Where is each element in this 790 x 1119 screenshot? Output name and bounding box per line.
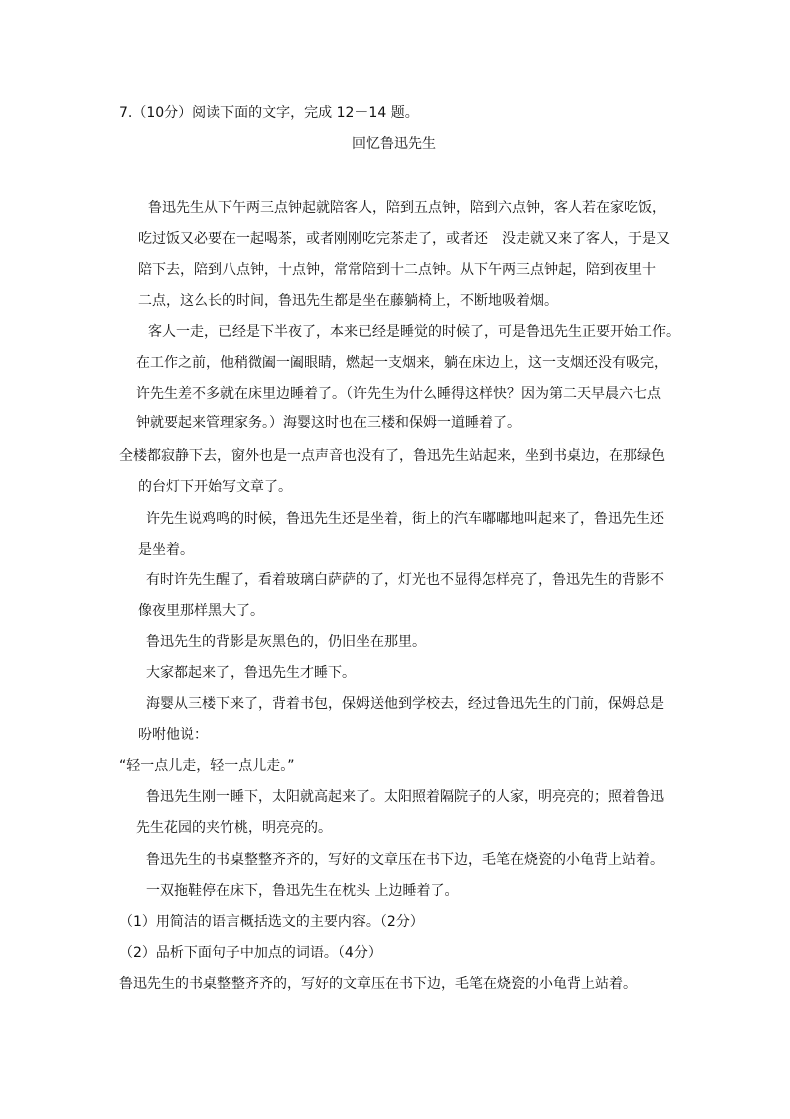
passage-line: 在工作之前，他稍微阖一阖眼睛，燃起一支烟来，躺在床边上，这一支烟还没有吸完， <box>136 355 668 371</box>
sub-question-2: （2）品析下面句子中加点的词语。（4分） <box>119 945 382 961</box>
passage-line: 吩咐他说： <box>138 727 208 743</box>
passage-line: 钟就要起来管理家务。）海婴这时也在三楼和保姆一道睡着了。 <box>136 415 521 431</box>
passage-line: 是坐着。 <box>138 542 194 558</box>
passage-line: 鲁迅先生刚一睡下，太阳就高起来了。太阳照着隔院子的人家，明亮亮的；照着鲁迅 <box>146 789 664 805</box>
passage-line: 陪下去，陪到八点钟，十点钟，常常陪到十二点钟。从下午两三点钟起，陪到夜里十 <box>138 262 656 278</box>
passage-line: 先生花园的夹竹桃，明亮亮的。 <box>136 820 332 836</box>
sub-question-1: （1）用简洁的语言概括选文的主要内容。（2分） <box>119 914 424 930</box>
sub-question-2-sentence: 鲁迅先生的书桌整整齐齐的，写好的文章压在书下边，毛笔在烧瓷的小龟背上站着。 <box>119 976 637 992</box>
passage-line: 大家都起来了，鲁迅先生才睡下。 <box>146 665 356 681</box>
passage-line: 有时许先生醒了，看着玻璃白萨萨的了，灯光也不显得怎样亮了，鲁迅先生的背影不 <box>146 572 664 588</box>
passage-line: 客人一走，已经是下半夜了，本来已经是睡觉的时候了，可是鲁迅先生正要开始工作。 <box>148 324 680 340</box>
passage-line: “轻一点儿走，轻一点儿走。” <box>119 758 295 774</box>
passage-title: 回忆鲁迅先生 <box>352 136 436 152</box>
passage-line: 鲁迅先生的背影是灰黑色的，仍旧坐在那里。 <box>146 634 426 650</box>
passage-line: 许先生差不多就在床里边睡着了。（许先生为什么睡得这样快？因为第二天早晨六七点 <box>136 386 661 402</box>
passage-line: 鲁迅先生从下午两三点钟起就陪客人，陪到五点钟，陪到六点钟，客人若在家吃饭， <box>148 200 666 216</box>
question-header: 7.（10分）阅读下面的文字，完成 12－14 题。 <box>119 105 419 121</box>
passage-line: 鲁迅先生的书桌整整齐齐的，写好的文章压在书下边，毛笔在烧瓷的小龟背上站着。 <box>146 852 664 868</box>
passage-line: 二点，这么长的时间，鲁迅先生都是坐在藤躺椅上，不断地吸着烟。 <box>138 293 558 309</box>
passage-line: 吃过饭又必要在一起喝茶，或者刚刚吃完茶走了，或者还 没走就又来了客人，于是又 <box>138 231 670 247</box>
passage-line: 全楼都寂静下去，窗外也是一点声音也没有了，鲁迅先生站起来，坐到书桌边，在那绿色 <box>119 448 665 464</box>
passage-line: 许先生说鸡鸣的时候，鲁迅先生还是坐着，街上的汽车嘟嘟地叫起来了，鲁迅先生还 <box>146 511 664 527</box>
passage-line: 一双拖鞋停在床下，鲁迅先生在枕头 上边睡着了。 <box>146 883 459 899</box>
passage-line: 的台灯下开始写文章了。 <box>138 479 292 495</box>
passage-line: 海婴从三楼下来了，背着书包，保姆送他到学校去，经过鲁迅先生的门前，保姆总是 <box>146 696 664 712</box>
passage-line: 像夜里那样黑大了。 <box>138 603 264 619</box>
